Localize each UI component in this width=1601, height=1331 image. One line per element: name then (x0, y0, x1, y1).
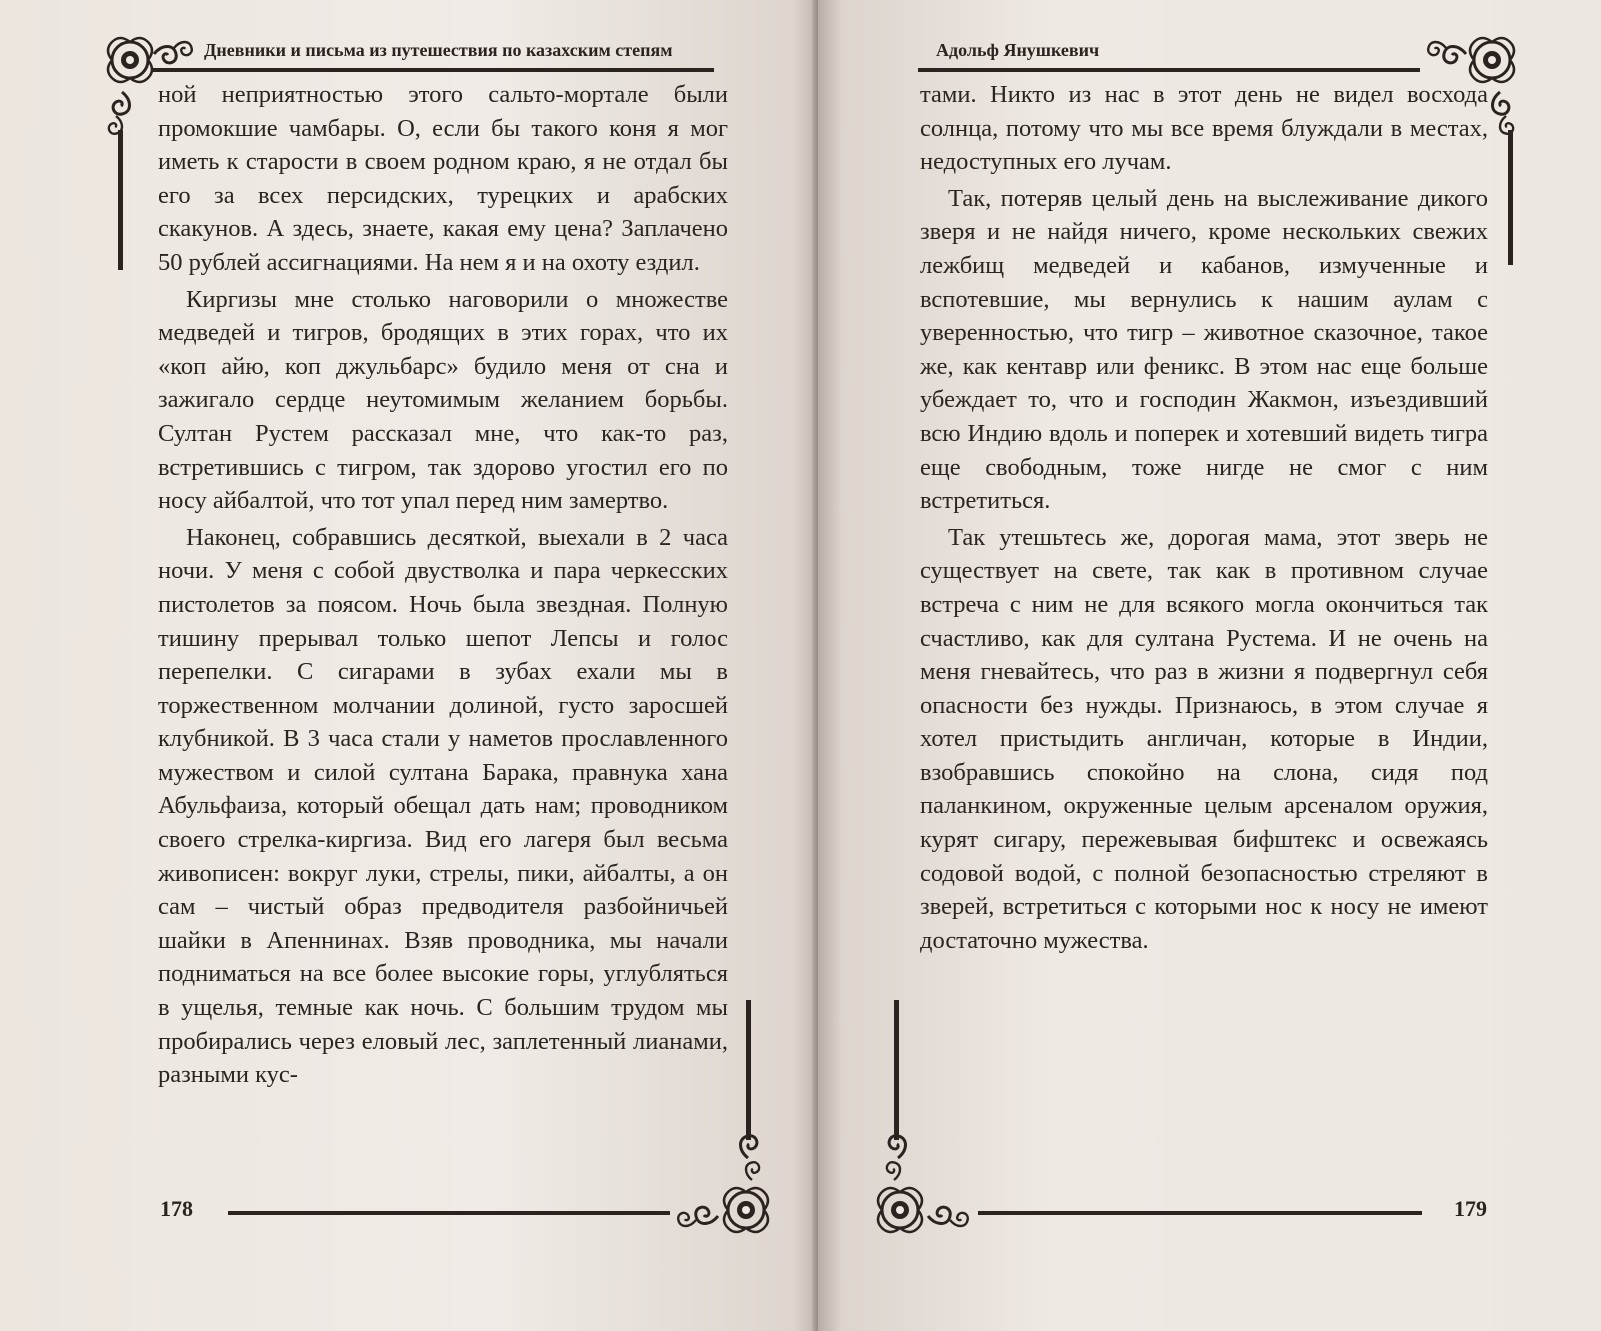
page-number: 178 (160, 1196, 193, 1221)
paragraph: Киргизы мне столько наговорили о множестве медведей и тигров, бродящих в этих горах, что их «коп айю, коп джульбарс» будило меня от сна и зажигало сердце неутомимым желанием борьбы. Султан Рустем рассказал мне, что как-то раз, встретившись с тигром, так здорово угостил его по носу айбалтой, что тот упал перед ним замертво. (158, 285, 728, 515)
paragraph: Так утешьтесь же, дорогая мама, этот зверь не существует на свете, так как в противном случае встреча с ним не для всякого могла окончиться так счастливо, как для султана Рустема. И не очень на меня гневайтесь, что раз в жизни я подвергнул себя опасности без нужды. Признаюсь, в этом случае я хотел пристыдить англичан, которые в Индии, взобравшись спокойно на слона, сидя под паланкином, окруженные целым арсеналом оружия, курят сигару, пережевывая бифштекс и освежаясь содовой водой, с полной безопасностью стреляют в зверей, встретиться с которыми нос к носу не имеют достаточно мужества. (920, 523, 1488, 954)
margin-bar (118, 130, 123, 270)
paragraph: ной неприятностью этого сальто-мортале были промокшие чамбары. О, если бы такого коня я мог иметь к старости в своем родном краю, я не отдал бы его за всех персидских, турецких и арабских скакунов. А здесь, знаете, какая ему цена? Заплачено 50 рублей ассигнациями. На нем я и на охоту ездил. (158, 81, 728, 276)
running-header: Дневники и письма из путешествия по казахским степям (204, 40, 673, 60)
margin-bar (746, 1000, 751, 1140)
corner-ornament-bottom-left (874, 1134, 984, 1234)
corner-ornament-bottom-right (662, 1134, 772, 1234)
page-number: 179 (1454, 1196, 1487, 1221)
text-column (158, 78, 728, 1092)
margin-bar (894, 1000, 899, 1140)
header-rule (152, 68, 714, 72)
running-header: Адольф Янушкевич (936, 40, 1100, 60)
paragraph: Наконец, собравшись десяткой, выехали в 2 часа ночи. У меня с собой двустволка и пара черкесских пистолетов за поясом. Ночь была звездная. Полную тишину прерывал только шепот Лепсы и голос перепелки. С сигарами в зубах ехали мы в торжественном молчании долиной, густо заросшей клубникой. В 3 часа стали у наметов прославленного мужеством и силой султана Барака, правнука хана Абульфаиза, который обещал дать нам; проводником своего стрелка-киргиза. Вид его лагеря был весьма живописен: вокруг луки, стрелы, пики, айбалты, а он сам – чистый образ предводителя разбойничьей шайки в Апеннинах. Взяв проводника, мы начали подниматься на все более высокие горы, углубляться в ущелья, темные как ночь. С большим трудом мы пробирались через еловый лес, заплетенный лианами, разными кус- (158, 523, 728, 1089)
text-column (920, 78, 1488, 957)
footer-rule (228, 1211, 670, 1215)
paragraph: Так, потеряв целый день на выслеживание дикого зверя и не найдя ничего, кроме нескольких свежих лежбищ медведей и кабанов, измученные и вспотевшие, мы вернулись к нашим аулам с уверенностью, что тигр – животное сказочное, такое же, как кентавр или феникс. В этом нас еще больше убеждает то, что и господин Жакмон, изъездивший всю Индию вдоль и поперек и хотевший видеть тигра еще свободным, тоже нигде не смог с ним встретиться. (920, 184, 1488, 515)
paragraph: тами. Никто из нас в этот день не видел восхода солнца, потому что мы все время блуждали в местах, недоступных его лучам. (920, 81, 1488, 176)
header-rule (918, 68, 1420, 72)
margin-bar (1508, 130, 1513, 265)
footer-rule (978, 1211, 1422, 1215)
right-page (818, 0, 1601, 1331)
